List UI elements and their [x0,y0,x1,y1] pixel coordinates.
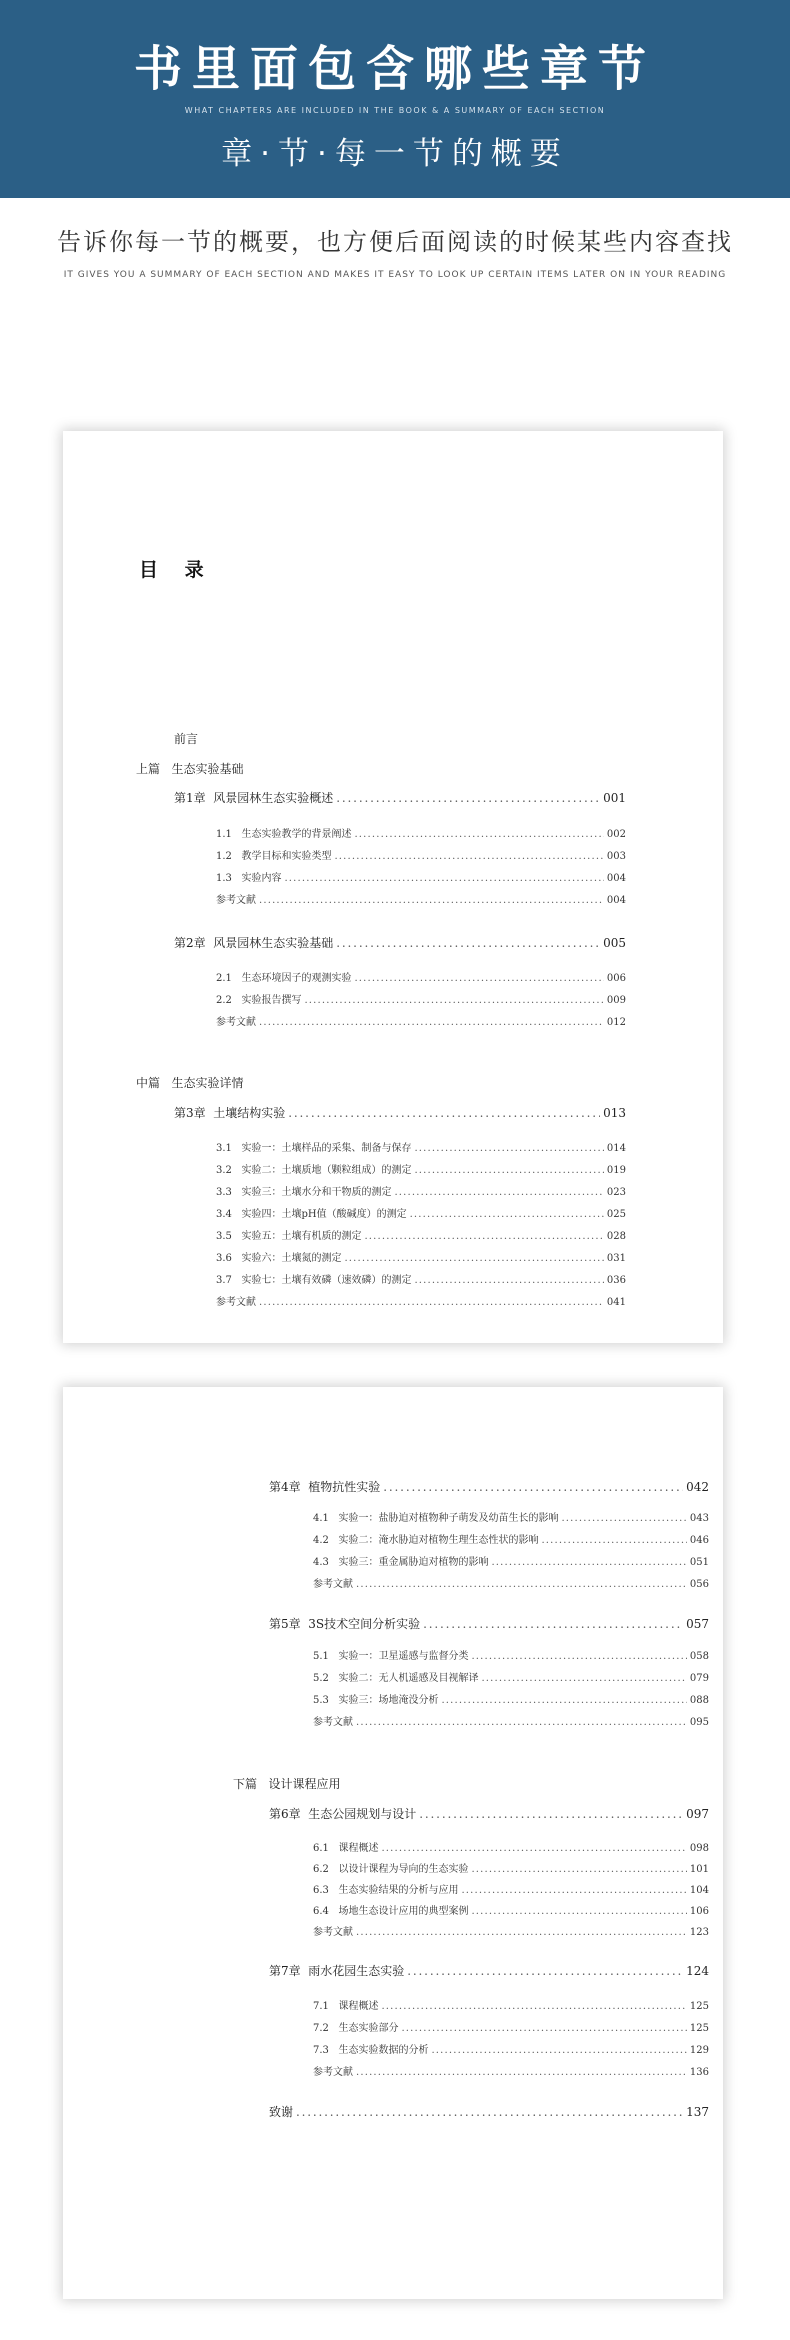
references-entry: 参考文献 . . . 056 [313,1575,709,1590]
part-title: 生态实验基础 [171,762,244,776]
section-entry: 4.3 实验三：重金属胁迫对植物的影响 . . . 051 [313,1553,709,1568]
section-entry: 3.3 实验三：土壤水分和干物质的测定 . . . 023 [216,1183,626,1198]
section-entry: 7.1 课程概述 . . . 125 [313,1997,709,2012]
section-entry: 3.2 实验二：土壤质地（颗粒组成）的测定 . . . 019 [216,1161,626,1176]
section-entry: 1.2 教学目标和实验类型 . . . 003 [216,847,626,862]
section-entry: 6.1 课程概述 . . . 098 [313,1839,709,1854]
page-number: 001 [603,791,626,805]
section-entry: 5.1 实验一：卫星遥感与监督分类 . . . 058 [313,1647,709,1662]
chapter-entry [174,789,626,806]
section-entry: 3.4 实验四：土壤pH值（酸碱度）的测定 . . . 025 [216,1205,626,1220]
section-entry: 3.1 实验一：土壤样品的采集、制备与保存 . . . 014 [216,1139,626,1154]
part-heading: 中篇 生态实验详情 [136,1076,244,1090]
section-entry: 7.2 生态实验部分 . . . 125 [313,2019,709,2034]
part-heading: 下篇 设计课程应用 [233,1777,341,1791]
section-entry: 2.1 生态环境因子的观测实验 . . . 006 [216,969,626,984]
section-entry: 4.2 实验二：淹水胁迫对植物生理生态性状的影响 . . . 046 [313,1531,709,1546]
section-entry: 6.2 以设计课程为导向的生态实验 . . . 101 [313,1860,709,1875]
section-entry: 3.7 实验七：土壤有效磷（速效磷）的测定 . . . 036 [216,1271,626,1286]
references-entry: 参考文献 . . . 012 [216,1013,626,1028]
toc-page-2 [63,1387,723,2299]
chapter-entry: 第5章 3S技术空间分析实验 . . . 057 [269,1615,709,1632]
chapter-entry: 第2章 风景园林生态实验基础 . . . 005 [174,934,626,951]
section-entry: 3.5 实验五：土壤有机质的测定 . . . 028 [216,1227,626,1242]
acknowledgements-entry: 致谢 . . . 137 [269,2103,709,2120]
toc-page-1 [63,431,723,1343]
section-entry: 6.3 生态实验结果的分析与应用 . . . 104 [313,1881,709,1896]
tagline: 告诉你每一节的概要，也方便后面阅读的时候某些内容查找 [57,228,733,256]
references-entry: 参考文献 . . . 041 [216,1293,626,1308]
part-number: 上篇 [136,762,161,776]
section-entry: 7.3 生态实验数据的分析 . . . 129 [313,2041,709,2056]
references-entry: 参考文献 . . . 136 [313,2063,709,2078]
banner-subtitle: 章·节·每一节的概要 [221,136,569,172]
header-banner [0,0,790,198]
section-entry: 4.1 实验一：盐胁迫对植物种子萌发及幼苗生长的影响 . . . 043 [313,1509,709,1524]
section-entry: 6.4 场地生态设计应用的典型案例 . . . 106 [313,1902,709,1917]
section-entry: 2.2 实验报告撰写 . . . 009 [216,991,626,1006]
section-entry: 1.1 生态实验教学的背景阐述 . . . 002 [216,825,626,840]
leader-dots [336,791,600,805]
section-entry: 1.3 实验内容 . . . 004 [216,869,626,884]
chapter-entry: 第3章 土壤结构实验 . . . 013 [174,1104,626,1121]
chapter-entry: 第7章 雨水花园生态实验 . . . 124 [269,1962,709,1979]
chapter-label: 第1章 风景园林生态实验概述 [174,791,334,805]
toc-title: 目 录 [139,559,214,581]
banner-english-subtitle: WHAT CHAPTERS ARE INCLUDED IN THE BOOK & A SUMMARY OF EACH SECTION [184,106,606,115]
preface-entry: 前言 [174,732,199,746]
references-entry: 参考文献 . . . 095 [313,1713,709,1728]
chapter-entry: 第4章 植物抗性实验 . . . 042 [269,1478,709,1495]
part-heading [136,760,243,777]
section-entry: 5.3 实验三：场地淹没分析 . . . 088 [313,1691,709,1706]
references-entry: 参考文献 . . . 123 [313,1923,709,1938]
chapter-label: 第2章 风景园林生态实验基础 [174,936,334,950]
section-entry: 3.6 实验六：土壤氮的测定 . . . 031 [216,1249,626,1264]
banner-title: 书里面包含哪些章节 [133,41,656,97]
tagline-english: IT GIVES YOU A SUMMARY OF EACH SECTION AND MAKES IT EASY TO LOOK UP CERTAIN ITEMS LATER ON IN YOUR READING [63,270,727,280]
section-entry: 5.2 实验二：无人机遥感及目视解译 . . . 079 [313,1669,709,1684]
chapter-entry: 第6章 生态公园规划与设计 . . . 097 [269,1805,709,1822]
references-entry: 参考文献 . . . 004 [216,891,626,906]
